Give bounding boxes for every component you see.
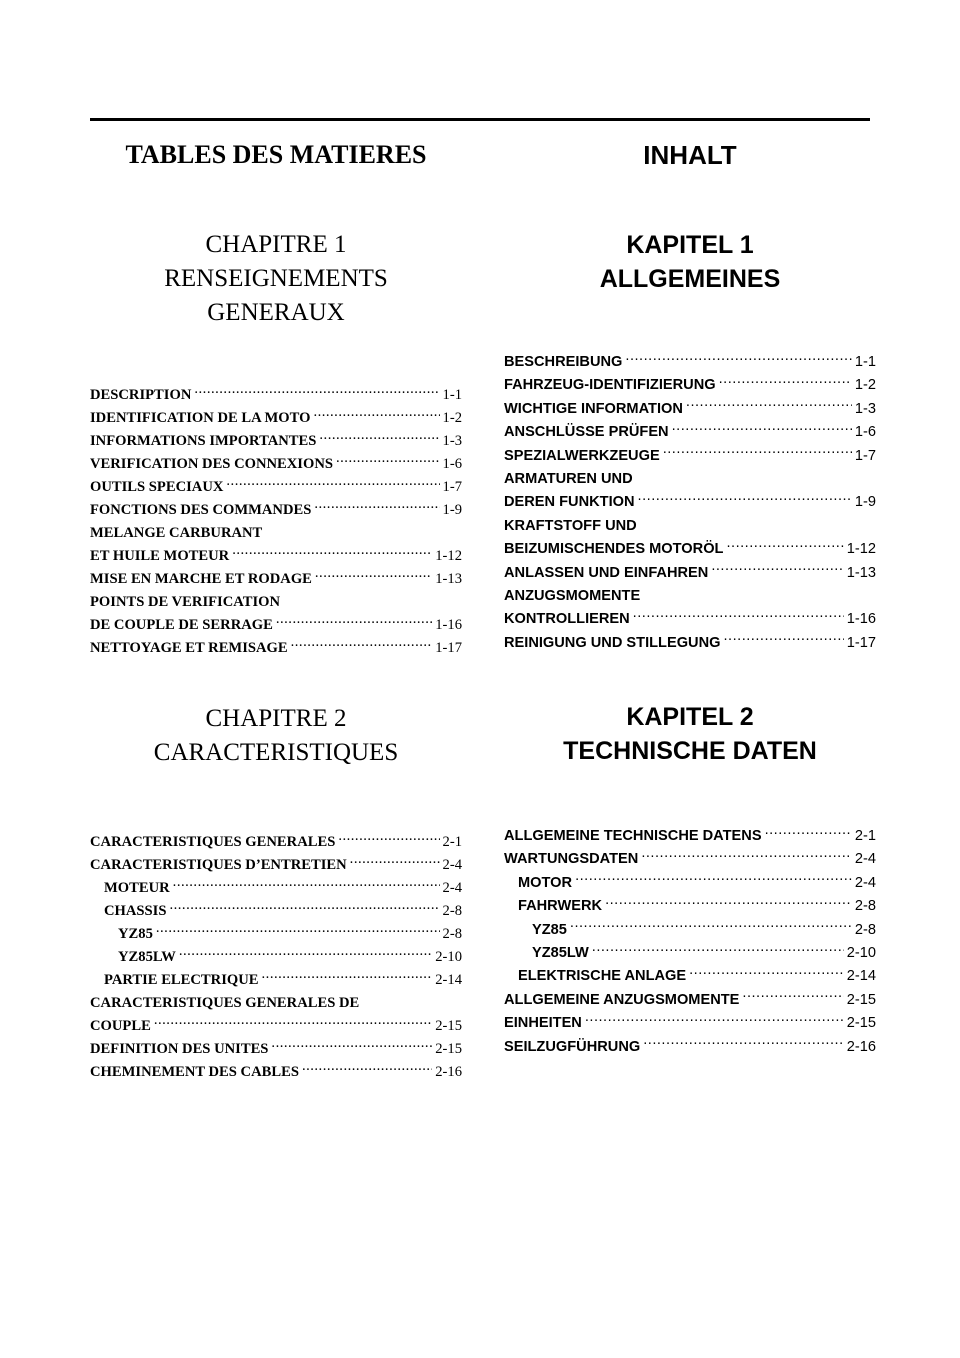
toc-entry-label: ANLASSEN UND EINFAHREN <box>504 564 709 581</box>
dot-leader <box>605 896 852 911</box>
dot-leader <box>226 476 439 491</box>
toc-entry[interactable] <box>504 825 876 848</box>
toc-entry-page: 2-16 <box>435 1064 462 1080</box>
chapter2-heading-de <box>504 700 876 768</box>
toc-entry-label: DESCRIPTION <box>90 387 192 403</box>
dot-leader <box>154 1015 432 1030</box>
toc-entry-label: PARTIE ELECTRIQUE <box>104 972 259 988</box>
toc-entry-page: 1-3 <box>442 433 462 449</box>
toc-entry[interactable] <box>90 831 462 854</box>
toc-entry-page: 2-4 <box>442 880 462 896</box>
dot-leader <box>711 562 843 577</box>
toc-entry-label: ET HUILE MOTEUR <box>90 548 230 564</box>
toc-entry[interactable] <box>504 421 876 444</box>
toc-entry-label: YZ85LW <box>118 949 176 965</box>
dot-leader <box>686 398 852 413</box>
toc-entry[interactable] <box>90 476 462 499</box>
toc-chapter1-de <box>504 351 876 655</box>
dot-leader <box>633 609 844 624</box>
toc-entry-page: 1-2 <box>854 377 876 394</box>
dot-leader <box>302 1061 432 1076</box>
toc-entry-label: KRAFTSTOFF UND <box>504 517 637 534</box>
toc-entry[interactable] <box>90 614 462 637</box>
toc-entry[interactable] <box>504 942 876 965</box>
dot-leader <box>276 614 432 629</box>
dot-leader <box>350 854 440 869</box>
toc-entry[interactable] <box>504 919 876 942</box>
dot-leader <box>156 923 440 938</box>
toc-entry-page: 1-17 <box>846 634 876 651</box>
toc-entry-label: DEREN FUNKTION <box>504 494 635 511</box>
toc-entry-label: CARACTERISTIQUES GENERALES <box>90 834 336 850</box>
toc-entry-label: WICHTIGE INFORMATION <box>504 400 683 417</box>
toc-entry[interactable] <box>90 1038 462 1061</box>
toc-entry[interactable] <box>90 877 462 900</box>
toc-entry[interactable] <box>504 848 876 871</box>
toc-entry-label: YZ85 <box>532 921 567 938</box>
toc-entry-page: 2-1 <box>854 828 876 844</box>
chapter-line: RENSEIGNEMENTS <box>164 265 388 292</box>
toc-entry-label: COUPLE <box>90 1018 151 1034</box>
toc-entry-page: 1-16 <box>435 617 462 633</box>
toc-entry-page: 2-15 <box>846 1015 876 1032</box>
toc-entry[interactable] <box>504 398 876 421</box>
chapter1-heading-de <box>504 228 876 296</box>
toc-entry[interactable] <box>504 1012 876 1035</box>
toc-entry[interactable] <box>90 568 462 591</box>
toc-entry[interactable] <box>504 445 876 468</box>
toc-entry-label: CARACTERISTIQUES GENERALES DE <box>90 995 360 1011</box>
chapter-line: CARACTERISTIQUES <box>153 739 399 766</box>
toc-entry-page: 2-15 <box>435 1018 462 1034</box>
toc-entry[interactable] <box>504 632 876 655</box>
toc-entry[interactable] <box>504 351 876 374</box>
toc-chapter1-fr <box>90 384 462 660</box>
toc-entry-label: YZ85 <box>118 926 153 942</box>
toc-entry-label: POINTS DE VERIFICATION <box>90 594 281 610</box>
dot-leader <box>663 445 852 460</box>
toc-entry-label: ARMATUREN UND <box>504 470 633 487</box>
chapter-line: TECHNISCHE DATEN <box>563 737 817 765</box>
toc-entry-label: ANSCHLÜSSE PRÜFEN <box>504 424 669 441</box>
chapter-line: GENERAUX <box>207 299 345 326</box>
toc-entry-page: 2-14 <box>435 972 462 988</box>
dot-leader <box>592 942 844 957</box>
dot-leader <box>575 872 852 887</box>
toc-entry-label: EINHEITEN <box>504 1015 582 1032</box>
dot-leader <box>689 966 844 981</box>
dot-leader <box>723 632 843 647</box>
toc-entry-page: 2-8 <box>442 903 462 919</box>
toc-entry-label: WARTUNGSDATEN <box>504 851 639 868</box>
toc-entry-page: 1-13 <box>435 571 462 587</box>
dot-leader <box>319 430 439 445</box>
toc-chapter2-de <box>504 825 876 1059</box>
toc-entry[interactable] <box>90 499 462 522</box>
chapter-line: CHAPITRE 1 <box>205 231 347 258</box>
toc-entry[interactable] <box>90 430 462 453</box>
toc-entry[interactable] <box>504 374 876 397</box>
toc-entry-page: 2-4 <box>442 857 462 873</box>
toc-entry-page: 2-10 <box>846 944 876 961</box>
toc-entry[interactable] <box>504 989 876 1012</box>
chapter-line: KAPITEL 1 <box>626 231 754 259</box>
toc-entry-label: OUTILS SPECIAUX <box>90 479 224 495</box>
toc-entry-label: YZ85LW <box>532 944 589 961</box>
toc-entry-label: CHEMINEMENT DES CABLES <box>90 1064 299 1080</box>
toc-entry-page: 1-1 <box>854 354 876 370</box>
toc-entry-page: 2-15 <box>846 991 876 1008</box>
dot-leader <box>262 969 433 984</box>
chapter-line: KAPITEL 2 <box>626 703 754 731</box>
dot-leader <box>719 375 852 390</box>
toc-entry[interactable] <box>90 407 462 430</box>
toc-entry-first-line[interactable] <box>90 522 462 545</box>
toc-entry-page: 2-4 <box>854 874 876 891</box>
toc-entry-page: 2-8 <box>854 921 876 938</box>
header-rule <box>90 118 870 121</box>
toc-entry-label: BEIZUMISCHENDES MOTORÖL <box>504 541 724 558</box>
toc-entry-page: 2-14 <box>846 968 876 985</box>
page-title-de: INHALT <box>643 140 737 170</box>
dot-leader <box>315 568 432 583</box>
toc-entry-page: 1-12 <box>435 548 462 564</box>
toc-chapter2-fr <box>90 831 462 1084</box>
toc-entry[interactable] <box>90 946 462 969</box>
chapter2-heading-fr <box>90 702 462 770</box>
toc-entry-page: 1-17 <box>435 640 462 656</box>
chapter1-heading-fr <box>90 228 462 330</box>
dot-leader <box>314 499 439 514</box>
toc-entry-page: 1-1 <box>442 387 462 403</box>
dot-leader <box>672 422 852 437</box>
toc-entry-label: SPEZIALWERKZEUGE <box>504 447 660 464</box>
toc-entry-label: CHASSIS <box>104 903 167 919</box>
toc-entry[interactable] <box>504 538 876 561</box>
toc-entry[interactable] <box>504 1036 876 1059</box>
dot-leader <box>179 946 432 961</box>
toc-entry-page: 1-6 <box>854 424 876 441</box>
toc-entry-label: MOTOR <box>518 874 573 891</box>
dot-leader <box>232 545 432 560</box>
toc-entry[interactable] <box>90 1061 462 1084</box>
toc-entry-label: CARACTERISTIQUES D’ENTRETIEN <box>90 857 347 873</box>
toc-entry[interactable] <box>90 453 462 476</box>
toc-entry-page: 1-9 <box>854 494 876 511</box>
toc-entry-page: 1-6 <box>442 456 462 472</box>
toc-entry[interactable] <box>90 637 462 660</box>
toc-entry-label: DEFINITION DES UNITES <box>90 1041 269 1057</box>
chapter-line: CHAPITRE 2 <box>205 705 347 732</box>
toc-entry-label: INFORMATIONS IMPORTANTES <box>90 433 317 449</box>
toc-entry[interactable] <box>504 872 876 895</box>
toc-entry-page: 2-8 <box>442 926 462 942</box>
toc-entry-first-line[interactable] <box>504 585 876 608</box>
toc-entry-page: 1-16 <box>846 611 876 628</box>
dot-leader <box>742 989 843 1004</box>
chapter-line: ALLGEMEINES <box>599 265 781 293</box>
toc-entry-label: ALLGEMEINE TECHNISCHE DATENS <box>504 828 762 844</box>
toc-entry-label: MOTEUR <box>104 880 170 896</box>
dot-leader <box>641 849 852 864</box>
toc-entry[interactable] <box>504 491 876 514</box>
toc-entry[interactable] <box>504 965 876 988</box>
toc-entry-page: 1-7 <box>442 479 462 495</box>
dot-leader <box>570 919 852 934</box>
toc-entry-label: NETTOYAGE ET REMISAGE <box>90 640 288 656</box>
toc-entry-page: 2-8 <box>854 898 876 915</box>
toc-entry-page: 2-10 <box>435 949 462 965</box>
dot-leader <box>585 1013 844 1028</box>
dot-leader <box>194 384 439 399</box>
toc-entry-page: 2-15 <box>435 1041 462 1057</box>
dot-leader <box>313 407 439 422</box>
toc-entry-label: ALLGEMEINE ANZUGSMOMENTE <box>504 991 740 1008</box>
toc-entry-label: FONCTIONS DES COMMANDES <box>90 502 312 518</box>
page-title-fr: TABLES DES MATIERES <box>125 140 427 169</box>
dot-leader <box>338 831 439 846</box>
toc-entry-page: 2-4 <box>854 851 876 868</box>
toc-entry-first-line[interactable] <box>504 468 876 491</box>
dot-leader <box>625 351 852 366</box>
toc-entry-page: 2-16 <box>846 1038 876 1055</box>
toc-entry-label: SEILZUGFÜHRUNG <box>504 1038 641 1055</box>
toc-entry-label: FAHRWERK <box>518 898 603 915</box>
dot-leader <box>291 637 433 652</box>
toc-entry-page: 1-9 <box>442 502 462 518</box>
dot-leader <box>726 539 843 554</box>
toc-entry-label: KONTROLLIEREN <box>504 611 630 628</box>
dot-leader <box>173 877 440 892</box>
dot-leader <box>336 453 440 468</box>
toc-entry-label: DE COUPLE DE SERRAGE <box>90 617 273 633</box>
toc-entry[interactable] <box>90 384 462 407</box>
toc-entry-label: ANZUGSMOMENTE <box>504 587 641 604</box>
toc-entry-first-line[interactable] <box>504 515 876 538</box>
toc-entry-page: 1-2 <box>442 410 462 426</box>
dot-leader <box>638 492 852 507</box>
toc-entry-label: MELANGE CARBURANT <box>90 525 263 541</box>
toc-entry[interactable] <box>90 969 462 992</box>
toc-entry[interactable] <box>90 1015 462 1038</box>
toc-entry-label: IDENTIFICATION DE LA MOTO <box>90 410 311 426</box>
toc-entry-page: 1-12 <box>846 541 876 558</box>
toc-entry-page: 1-3 <box>854 400 876 417</box>
dot-leader <box>169 900 439 915</box>
dot-leader <box>643 1036 844 1051</box>
toc-entry-label: MISE EN MARCHE ET RODAGE <box>90 571 312 587</box>
toc-entry-label: VERIFICATION DES CONNEXIONS <box>90 456 333 472</box>
toc-entry[interactable] <box>504 895 876 918</box>
toc-entry-label: FAHRZEUG-IDENTIFIZIERUNG <box>504 377 716 394</box>
toc-entry-label: BESCHREIBUNG <box>504 354 623 370</box>
toc-entry-page: 2-1 <box>442 834 462 850</box>
toc-entry-first-line[interactable] <box>90 992 462 1015</box>
dot-leader <box>765 825 852 840</box>
toc-entry[interactable] <box>90 545 462 568</box>
toc-entry-label: REINIGUNG UND STILLEGUNG <box>504 634 721 651</box>
toc-entry-first-line[interactable] <box>90 591 462 614</box>
dot-leader <box>271 1038 432 1053</box>
toc-entry[interactable] <box>90 900 462 923</box>
toc-entry[interactable] <box>90 923 462 946</box>
toc-entry[interactable] <box>504 608 876 631</box>
toc-entry[interactable] <box>90 854 462 877</box>
toc-entry[interactable] <box>504 562 876 585</box>
toc-entry-page: 1-7 <box>854 447 876 464</box>
toc-entry-label: ELEKTRISCHE ANLAGE <box>518 968 687 985</box>
toc-entry-page: 1-13 <box>846 564 876 581</box>
